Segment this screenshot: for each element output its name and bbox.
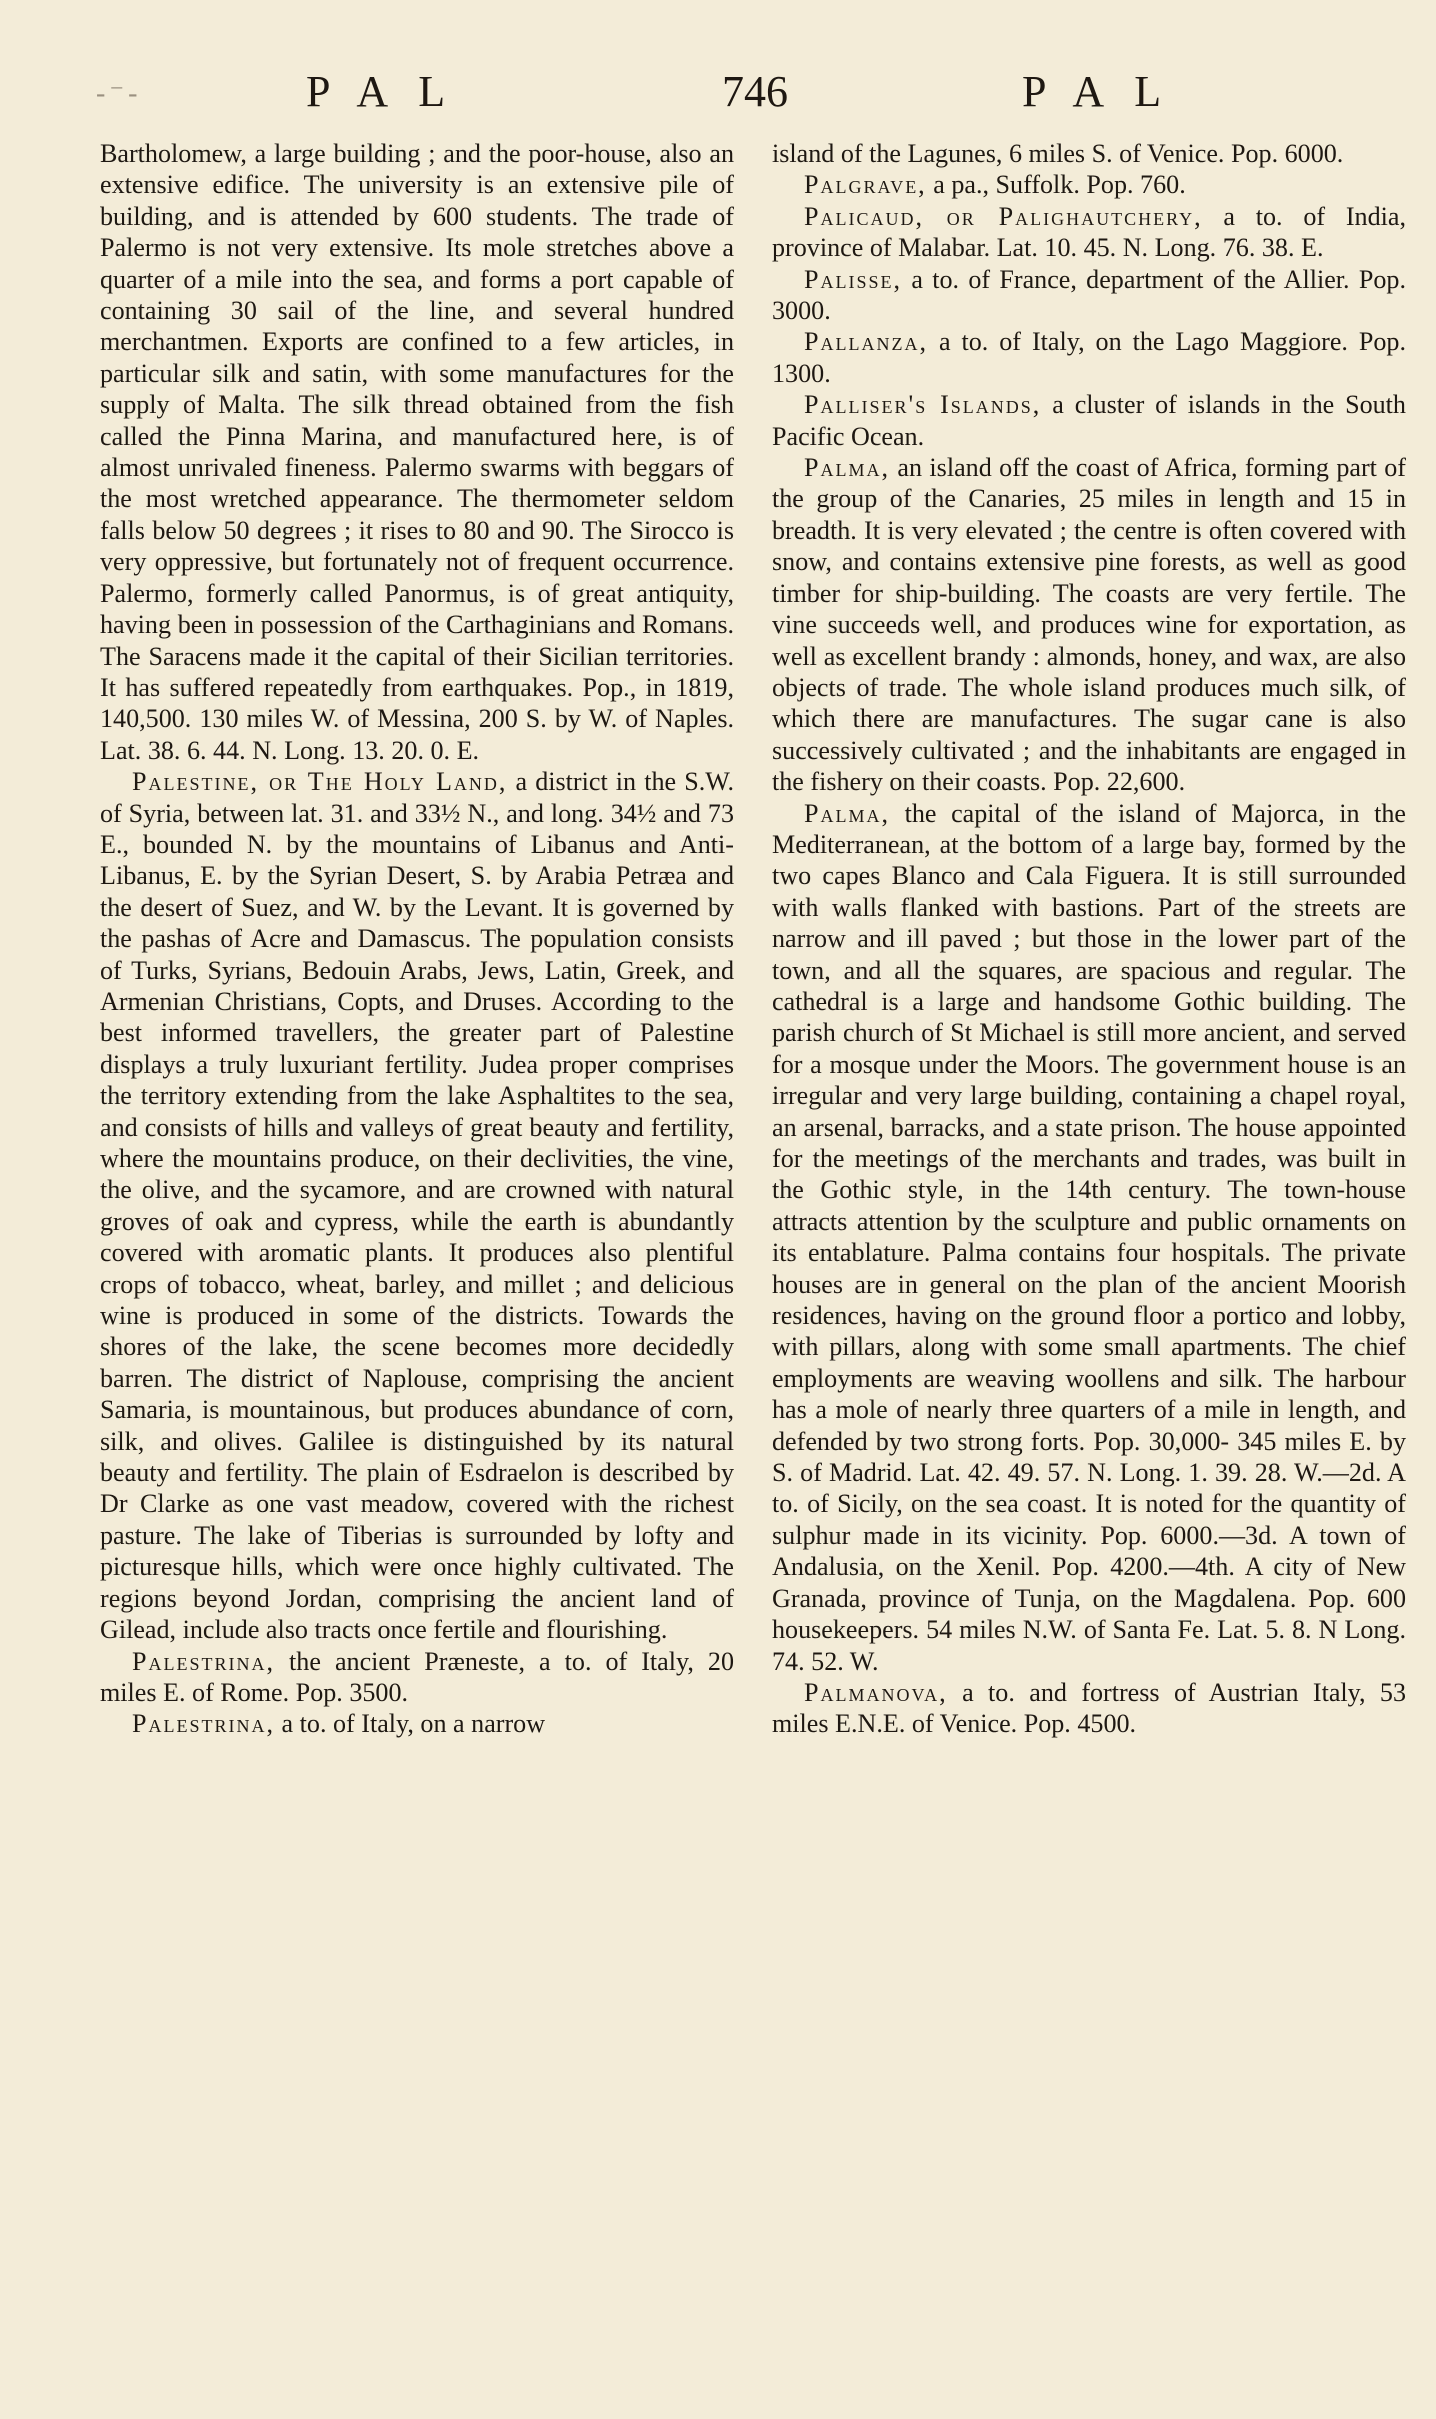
entry-palestrina-continued xyxy=(772,138,1406,169)
entry-palestrina-1 xyxy=(100,1646,734,1709)
entry-body: an island off the coast of Africa, forming part of the group of the Canaries, 25 miles in length and 15 in breadth. It is very elevated ; the centre is often covered with snow, and contains extensive pine forests, as well as good timber for ship-building. The coasts are very fertile. The vine succeeds well, and produces wine for exportation, as well as excellent brandy : almonds, honey, and wax, are also objects of trade. The whole island produces much silk, of which there are manufactures. The sugar cane is also successively cultivated ; and the inhabitants are engaged in the fishery on their coasts. Pop. 22,600. xyxy=(772,453,1406,797)
entry-headword: Palmanova, xyxy=(804,1677,948,1707)
entry-headword: Pallanza, xyxy=(804,327,929,357)
header-right-word: PAL xyxy=(1022,67,1192,116)
entry-body: Bartholomew, a large building ; and the poor-house, also an extensive edifice. The university is an extensive pile of building, and is attended by 600 students. The trade of Palermo is not very extensive. Its mole stretches above a quarter of a mile into the sea, and forms a port capable of containing 30 sail of the line, and several hundred merchantmen. Exports are confined to a few articles, in particular silk and satin, with some manufactures for the supply of Malta. The silk thread obtained from the fish called the Pinna Marina, and manufactured here, is of almost unrivaled fineness. Palermo swarms with beggars of the most wretched appearance. The thermometer seldom falls below 50 degrees ; it rises to 80 and 90. The Sirocco is very oppressive, but fortunately not of frequent occurrence. Palermo, formerly called Panormus, is of great antiquity, having been in possession of the Carthaginians and Romans. The Saracens made it the capital of their Sicilian territories. It has suffered repeatedly from earthquakes. Pop., in 1819, 140,500. 130 miles W. of Messina, 200 S. by W. of Naples. Lat. 38. 6. 44. N. Long. 13. 20. 0. E. xyxy=(100,139,734,765)
entry-body: a to. of India, province of Malabar. Lat. 10. 45. N. Long. 76. 38. E. xyxy=(772,201,1407,263)
entry-headword: Palestrina, xyxy=(132,1709,276,1739)
entry-body: the ancient Præneste, a to. of Italy, 20 miles E. of Rome. Pop. 3500. xyxy=(100,1646,734,1707)
entry-headword: Palestrina, xyxy=(132,1646,276,1676)
entry-pallisers-islands xyxy=(772,389,1406,452)
entry-body: island of the Lagunes, 6 miles S. of Venice. Pop. 6000. xyxy=(772,139,1344,168)
entry-body: a to. of Italy, on a narrow xyxy=(275,1709,546,1739)
entry-body: a district in the S.W. of Syria, between lat. 31. and 33½ N., and long. 34½ and 73 E., bounded N. by the mountains of Libanus and Anti-Libanus, E. by the Syrian Desert, S. by Arabia Petræa and the desert of Suez, and W. by the Levant. It is governed by the pashas of Acre and Damascus. The population consists of Turks, Syrians, Bedouin Arabs, Jews, Latin, Greek, and Armenian Christians, Copts, and Druses. According to the best informed travellers, the greater part of Palestine displays a truly luxuriant fertility. Judea proper comprises the territory extending from the lake Asphaltites to the sea, and consists of hills and valleys of great beauty and fertility, where the mountains produce, on their declivities, the vine, the olive, and the sycamore, and are crowned with natural groves of oak and cypress, while the earth is abundantly covered with aromatic plants. It produces also plentiful crops of tobacco, wheat, barley, and millet ; and delicious wine is produced in some of the districts. Towards the shores of the lake, the scene becomes more decidedly barren. The district of Naplouse, comprising the ancient Samaria, is mountainous, but produces abundance of corn, silk, and olives. Galilee is distinguished by its natural beauty and fertility. The plain of Esdraelon is described by Dr Clarke as one vast meadow, covered with the richest pasture. The lake of Tiberias is surrounded by lofty and picturesque hills, which were once highly cultivated. The regions beyond Jordan, comprising the ancient land of Gilead, include also tracts once fertile and flourishing. xyxy=(100,767,734,1645)
page-number: 746 xyxy=(722,67,788,116)
entry-palisse xyxy=(772,264,1406,327)
entry-body: a pa., Suffolk. Pop. 760. xyxy=(926,170,1186,200)
entry-palestrina-2 xyxy=(100,1708,734,1739)
entry-palgrave xyxy=(772,169,1406,200)
entry-palma-island xyxy=(772,452,1406,797)
entry-body: the capital of the island of Majorca, in the Mediterranean, at the bottom of a large bay, formed by the two capes Blanco and Cala Figuera. It is still surrounded with walls flanked with bastions. Part of the streets are narrow and ill paved ; but those in the lower part of the town, and all the squares, are spacious and regular. The cathedral is a large and handsome Gothic building. The parish church of St Michael is still more ancient, and served for a mosque under the Moors. The government house is an irregular and very large building, containing a chapel royal, an arsenal, barracks, and a state prison. The house appointed for the meetings of the merchants and trades, was built in the Gothic style, in the 14th century. The town-house attracts attention by the sculpture and public ornaments on its entablature. Palma contains four hospitals. The private houses are in general on the plan of the ancient Moorish residences, having on the ground floor a portico and lobby, with pillars, along with some small apartments. The chief employments are weaving woollens and silk. The harbour has a mole of nearly three quarters of a mile in length, and defended by two strong forts. Pop. 30,000- 345 miles E. by S. of Madrid. Lat. 42. 49. 57. N. Long. 1. 39. 28. W.—2d. A to. of Sicily, on the sea coast. It is noted for the quantity of sulphur made in its vicinity. Pop. 6000.—3d. A town of Andalusia, on the Xenil. Pop. 4200.—4th. A city of New Granada, province of Tunja, on the Magdalena. Pop. 600 housekeepers. 54 miles N.W. of Santa Fe. Lat. 5. 8. N Long. 74. 52. W. xyxy=(772,798,1406,1676)
running-header xyxy=(96,62,1366,132)
entry-headword: Palliser's Islands, xyxy=(804,390,1042,420)
entry-headword: Palgrave, xyxy=(804,170,927,200)
entry-body: a to. and fortress of Austrian Italy, 53 miles E.N.E. of Venice. Pop. 4500. xyxy=(772,1677,1406,1739)
left-column xyxy=(100,138,734,1740)
entry-headword: Palma, xyxy=(804,453,891,483)
entry-pallanza xyxy=(772,326,1406,389)
entry-palmanova xyxy=(772,1677,1406,1740)
header-mark: -⁻- xyxy=(96,78,142,109)
entry-headword: Palicaud, or Palighautchery, xyxy=(804,201,1203,231)
right-column xyxy=(772,138,1406,1740)
entry-headword: Palma, xyxy=(804,798,891,828)
entry-body: a to. of Italy, on the Lago Maggiore. Pop. 1300. xyxy=(772,327,1406,388)
entry-palma-city xyxy=(772,798,1406,1677)
entry-body: a to. of France, department of the Allier. Pop. 3000. xyxy=(772,264,1406,326)
entry-palicaud xyxy=(772,201,1406,264)
entry-body: a cluster of islands in the South Pacific Ocean. xyxy=(772,390,1406,451)
header-left-word: PAL xyxy=(306,67,476,116)
entry-headword: Palisse, xyxy=(804,264,903,294)
entry-palermo-continued xyxy=(100,138,734,766)
entry-palestine xyxy=(100,766,734,1645)
entry-headword: Palestine, or The Holy Land, xyxy=(132,767,508,797)
